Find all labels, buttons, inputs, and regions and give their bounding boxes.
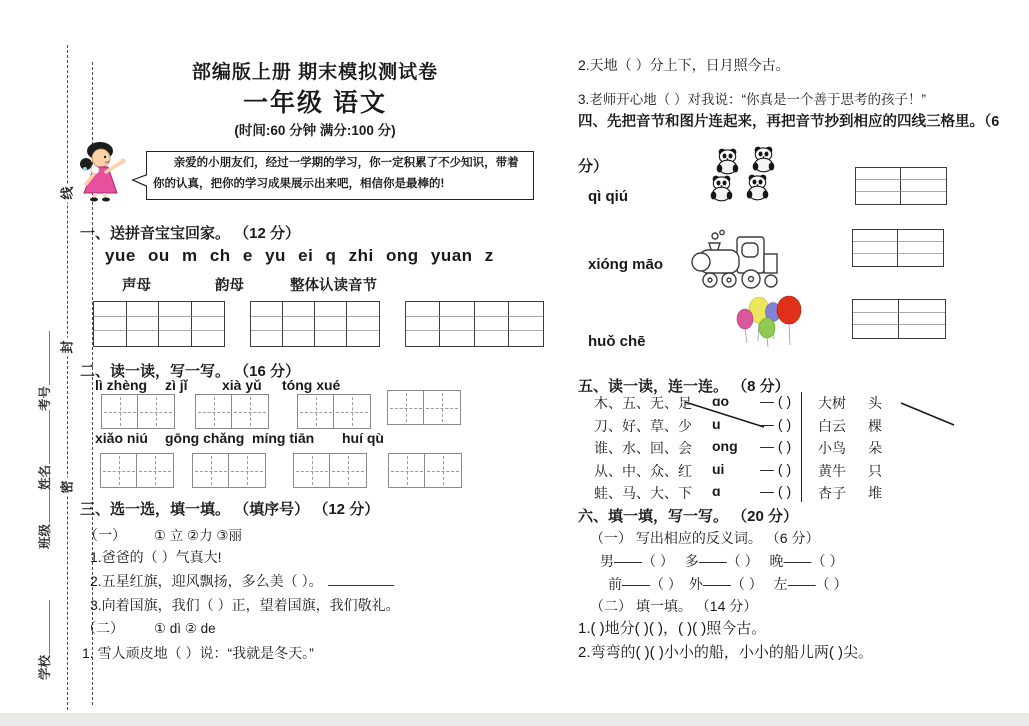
pandas-image (700, 146, 815, 202)
section-six-title: 六、填一填，写一写。 （20 分） (578, 508, 799, 525)
finals-grid (250, 301, 380, 347)
syllable-grid-1 (855, 167, 947, 205)
part-two-line (82, 618, 216, 638)
pinyin-li-zheng: lì zhèng (95, 377, 148, 393)
match-row-4: 从、中、众、红 ui — ( ) 黄牛 只 (594, 461, 882, 479)
fill-item-1: 1.( )地分( )( )，( )( )照今古。 (578, 620, 767, 637)
example-connection-lines (660, 396, 970, 432)
time-score-meta: (时间:60 分钟 满分:100 分) (234, 123, 396, 138)
match-row-1: 木、五、无、足 ɑo — ( ) 大树 头 (594, 393, 882, 411)
examno-blank (33, 331, 53, 411)
q3-item1: 1.爸爸的（ ）气真大! (90, 549, 222, 565)
tianzige-pair (195, 394, 269, 429)
label-initials: 声母 (122, 278, 151, 294)
school-blank-line (49, 600, 50, 654)
match-row-5: 蛙、马、大、下 ɑ — ( ) 杏子 堆 (594, 483, 882, 501)
syllable-grid-3 (852, 299, 946, 339)
balloons-image (734, 295, 804, 349)
section-five-title: 五、读一读，连一连。 （8 分） (578, 378, 790, 395)
q3-item5: 2.天地（ ）分上下，日月照今古。 (578, 57, 790, 73)
pinyin-xiong-mao: xióng māo (588, 256, 664, 273)
class-label: 班级 (38, 523, 52, 549)
tianzige-pair (387, 390, 461, 425)
part-one-line (84, 524, 242, 545)
seal-char-line: 线 (60, 184, 76, 203)
part-two-label: （二） (82, 620, 124, 636)
part-one-options: ① 立 ②力 ③丽 (153, 528, 242, 543)
greeting-line1: 亲爱的小朋友们，经过一学期的学习，你一定积累了不少知识，带着 (173, 157, 519, 169)
section-three-title: 三、选一选，填一填。 （填序号） （12 分） (80, 501, 380, 518)
school-blank (33, 600, 53, 680)
q3-item3: 3.向着国旗，我们（ ）正，望着国旗，我们敬礼。 (90, 597, 400, 613)
tianzige-pair (297, 394, 371, 429)
pinyin-tong-xue: tóng xué (282, 377, 341, 393)
section-four-title-wrap: 分） (578, 158, 609, 175)
pinyin-xiao-niu: xiǎo niú (95, 430, 148, 446)
tianzige-pair (100, 453, 174, 488)
pinyin-huo-che: huǒ chē (588, 333, 646, 350)
tianzige-pair (101, 394, 175, 429)
label-finals: 韵母 (215, 278, 244, 294)
syllable-grid-2 (852, 229, 944, 267)
part-two-options: ① dì ② de (153, 621, 216, 636)
pinyin-ming-tian: míng tiān (252, 430, 315, 446)
fill-item-2: 2.弯弯的( )( )小小的船，小小的船儿两( )尖。 (578, 644, 873, 661)
answer-blank-line (328, 573, 394, 586)
train-image (684, 228, 792, 294)
page-bottom-edge (0, 713, 1029, 726)
q3-item4: 1. 雪人顽皮地（ ）说：“我就是冬天。” (82, 645, 314, 661)
pinyin-hui-qu: huí qù (342, 430, 384, 446)
section-one-pinyin: yue ou m ch e yu ei q zhi ong yuan z (105, 246, 494, 265)
binding-line-outer (67, 45, 68, 710)
name-label: 姓名 (38, 464, 52, 490)
label-whole-syllables: 整体认读音节 (290, 278, 377, 294)
tianzige-pair (388, 453, 462, 488)
q3-item6: 3.老师开心地（ ）对我说：“你真是一个善于思考的孩子！” (578, 92, 926, 107)
antonyms-row-2: 前——（ ） 外——（ ） 左——（ ） (608, 576, 848, 592)
antonyms-row-1: 男——（ ） 多——（ ） 晚——（ ） (600, 553, 844, 569)
name-blank (33, 410, 53, 490)
examno-blank-line (49, 331, 50, 385)
section-six-sub1: （一） 写出相应的反义词。 （6 分） (590, 530, 820, 546)
section-four-title: 四、先把音节和图片连起来，再把音节抄到相应的四线三格里。（6 (578, 114, 1000, 130)
name-blank-line (49, 410, 50, 464)
pinyin-qi-qiu: qì qiú (588, 188, 628, 205)
whole-syllables-grid (405, 301, 544, 347)
seal-char-mi: 密 (60, 478, 76, 497)
initials-grid (93, 301, 225, 347)
paper-series-title: 部编版上册 期末模拟测试卷 (191, 62, 439, 83)
section-six-sub2: （二） 填一填。 （14 分） (590, 598, 758, 614)
greeting-line2: 你的认真，把你的学习成果展示出来吧，相信你是最棒的! (153, 178, 445, 191)
section-two-title: 二、读一读，写一写。 （16 分） (80, 363, 301, 380)
tianzige-pair (293, 453, 367, 488)
tianzige-pair (192, 453, 266, 488)
pinyin-gong-chang: gōng chǎng (165, 430, 245, 446)
pinyin-zi-ji: zì jǐ (165, 377, 188, 393)
examno-label: 考号 (38, 385, 52, 411)
pinyin-xia-yu: xià yǔ (222, 377, 262, 393)
q3-item2: 2.五星红旗，迎风飘扬，多么美（ ）。 (90, 571, 394, 591)
match-row-2: 刀、好、草、少 u — ( ) 白云 棵 (594, 416, 882, 434)
school-label: 学校 (38, 654, 52, 680)
section-one-title: 一、送拼音宝宝回家。 （12 分） (80, 225, 301, 242)
greeting-box (146, 151, 534, 200)
part-one-label: （一） (84, 527, 126, 543)
match-row-3: 谁、水、回、会 ong — ( ) 小鸟 朵 (594, 438, 882, 456)
seal-char-feng: 封 (60, 338, 76, 357)
girl-cartoon-icon (72, 140, 136, 202)
page-title: 一年级 语文 (243, 89, 387, 117)
